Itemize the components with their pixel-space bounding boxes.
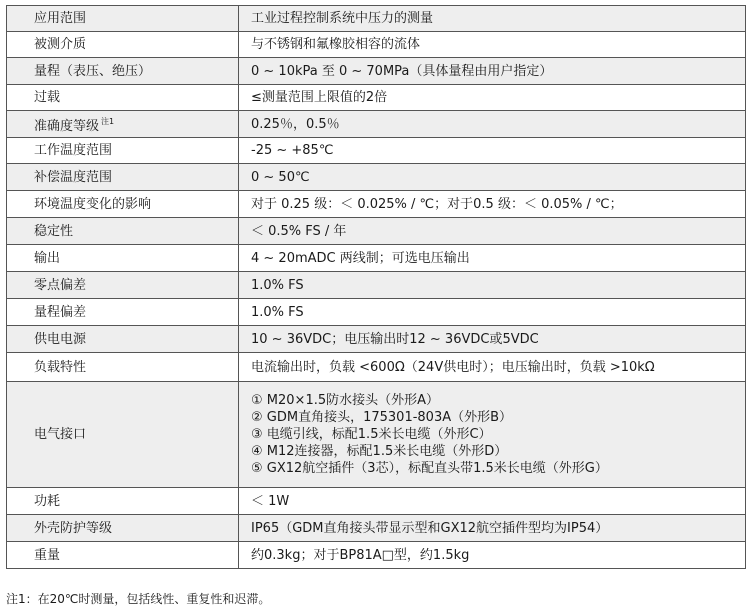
row-value: 0.25％，0.5％ — [239, 111, 746, 138]
row-label: 零点偏差 — [7, 272, 239, 299]
row-value — [239, 382, 746, 488]
row-label: 补偿温度范围 — [7, 164, 239, 191]
table-row — [7, 218, 746, 245]
row-value: 工业过程控制系统中压力的测量 — [239, 6, 746, 32]
row-label: 功耗 — [7, 488, 239, 515]
row-label: 输出 — [7, 245, 239, 272]
table-row — [7, 382, 746, 488]
footnote-ref: 注1 — [101, 117, 115, 126]
table-row — [7, 111, 746, 138]
spec-table — [6, 5, 746, 569]
row-value: 1.0% FS — [239, 272, 746, 299]
row-value: 1.0% FS — [239, 299, 746, 326]
table-row — [7, 515, 746, 542]
row-value: ≤测量范围上限值的2倍 — [239, 85, 746, 111]
table-row — [7, 32, 746, 58]
table-row — [7, 85, 746, 111]
row-label: 过载 — [7, 85, 239, 111]
row-label: 量程偏差 — [7, 299, 239, 326]
footnote: 注1：在20℃时测量，包括线性、重复性和迟滞。 — [6, 592, 271, 606]
row-value: IP65（GDM直角接头带显示型和GX12航空插件型均为IP54） — [239, 515, 746, 542]
row-label: 外壳防护等级 — [7, 515, 239, 542]
interface-option: ① M20×1.5防水接头（外形A） — [251, 393, 440, 408]
row-value: ＜ 0.5% FS / 年 — [239, 218, 746, 245]
table-row — [7, 138, 746, 164]
table-row — [7, 299, 746, 326]
row-value: 0 ~ 10kPa 至 0 ~ 70MPa（具体量程由用户指定） — [239, 58, 746, 85]
row-value: 与不锈钢和氟橡胶相容的流体 — [239, 32, 746, 58]
table-row — [7, 191, 746, 218]
row-label: 电气接口 — [7, 382, 239, 488]
row-label: 负载特性 — [7, 353, 239, 382]
row-value: 对于 0.25 级：＜ 0.025% / ℃；对于0.5 级：＜ 0.05% / ℃； — [239, 191, 746, 218]
table-row — [7, 326, 746, 353]
table-row — [7, 488, 746, 515]
table-row — [7, 245, 746, 272]
row-label-text: 准确度等级 — [34, 119, 100, 134]
row-value: -25 ~ +85℃ — [239, 138, 746, 164]
table-row — [7, 58, 746, 85]
row-value: 约0.3kg；对于BP81A□型，约1.5kg — [239, 542, 746, 569]
row-value: 4 ~ 20mADC 两线制；可选电压输出 — [239, 245, 746, 272]
row-value: 电流输出时，负载 <600Ω（24V供电时）；电压输出时，负载 >10kΩ — [239, 353, 746, 382]
row-label: 量程（表压、绝压） — [7, 58, 239, 85]
row-label: 供电电源 — [7, 326, 239, 353]
table-row — [7, 164, 746, 191]
table-row — [7, 542, 746, 569]
row-label: 被测介质 — [7, 32, 239, 58]
row-label: 环境温度变化的影响 — [7, 191, 239, 218]
row-value: 0 ~ 50℃ — [239, 164, 746, 191]
interface-option: ④ M12连接器，标配1.5米长电缆（外形D） — [251, 444, 508, 459]
interface-option: ② GDM直角接头，175301-803A（外形B） — [251, 410, 513, 425]
table-row — [7, 353, 746, 382]
table-row — [7, 272, 746, 299]
row-value: ＜ 1W — [239, 488, 746, 515]
row-label: 重量 — [7, 542, 239, 569]
table-row — [7, 6, 746, 32]
row-value: 10 ~ 36VDC；电压输出时12 ~ 36VDC或5VDC — [239, 326, 746, 353]
interface-option: ⑤ GX12航空插件（3芯），标配直头带1.5米长电缆（外形G） — [251, 461, 608, 476]
row-label: 应用范围 — [7, 6, 239, 32]
row-label: 稳定性 — [7, 218, 239, 245]
row-label — [7, 111, 239, 138]
row-label: 工作温度范围 — [7, 138, 239, 164]
interface-option: ③ 电缆引线，标配1.5米长电缆（外形C） — [251, 427, 492, 442]
